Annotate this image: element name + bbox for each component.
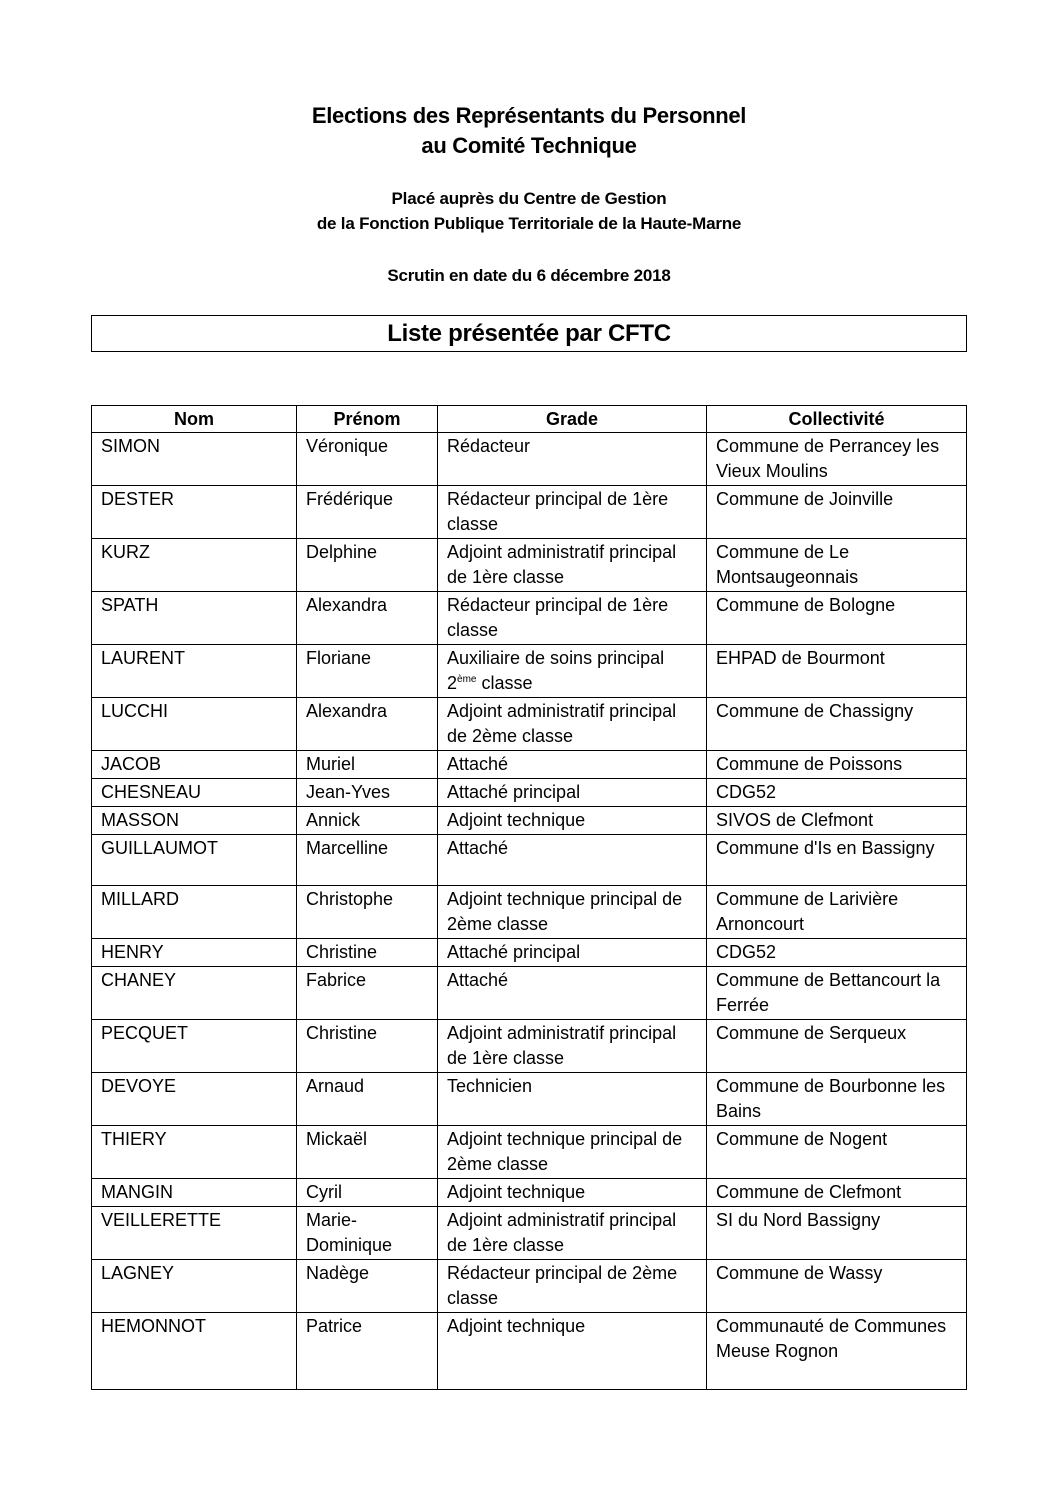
cell-collectivite: Commune d'Is en Bassigny — [707, 835, 967, 886]
title-line-2: au Comité Technique — [421, 133, 637, 158]
table-row — [92, 835, 967, 886]
cell-nom: DESTER — [92, 486, 297, 539]
table-row — [92, 886, 967, 939]
cell-grade: Adjoint technique principal de 2ème classe — [438, 886, 707, 939]
cell-nom: MANGIN — [92, 1179, 297, 1207]
cell-prenom: Patrice — [297, 1313, 438, 1390]
table-header-row — [92, 406, 967, 433]
table-row — [92, 1313, 967, 1390]
table-row — [92, 807, 967, 835]
cell-nom: THIERY — [92, 1126, 297, 1179]
cell-grade: Adjoint technique — [438, 1313, 707, 1390]
cell-collectivite: Commune de Bologne — [707, 592, 967, 645]
cell-grade: Adjoint administratif principal de 2ème classe — [438, 698, 707, 751]
cell-prenom: Arnaud — [297, 1073, 438, 1126]
subtitle-line-1: Placé auprès du Centre de Gestion — [391, 189, 667, 208]
cell-collectivite: Commune de Larivière Arnoncourt — [707, 886, 967, 939]
cell-grade: Attaché — [438, 835, 707, 886]
cell-nom: PECQUET — [92, 1020, 297, 1073]
cell-grade: Adjoint administratif principal de 1ère classe — [438, 539, 707, 592]
table-row — [92, 1207, 967, 1260]
election-date: Scrutin en date du 6 décembre 2018 — [387, 266, 671, 285]
cell-nom: SIMON — [92, 433, 297, 486]
table-row — [92, 939, 967, 967]
cell-grade: Adjoint technique — [438, 1179, 707, 1207]
cell-prenom: Delphine — [297, 539, 438, 592]
table-row — [92, 486, 967, 539]
table-row — [92, 592, 967, 645]
cell-nom: LAURENT — [92, 645, 297, 698]
cell-collectivite: Commune de Joinville — [707, 486, 967, 539]
cell-grade: Attaché — [438, 751, 707, 779]
cell-collectivite: Commune de Poissons — [707, 751, 967, 779]
table-row — [92, 1260, 967, 1313]
cell-collectivite: EHPAD de Bourmont — [707, 645, 967, 698]
cell-prenom: Mickaël — [297, 1126, 438, 1179]
table-row — [92, 1073, 967, 1126]
column-header-prenom: Prénom — [297, 406, 438, 433]
table-row — [92, 1179, 967, 1207]
cell-prenom: Cyril — [297, 1179, 438, 1207]
cell-grade: Adjoint administratif principal de 1ère classe — [438, 1207, 707, 1260]
cell-grade: Technicien — [438, 1073, 707, 1126]
cell-grade: Adjoint administratif principal de 1ère classe — [438, 1020, 707, 1073]
cell-grade: Rédacteur — [438, 433, 707, 486]
table-row — [92, 698, 967, 751]
title-line-1: Elections des Représentants du Personnel — [311, 103, 747, 128]
cell-prenom: Marcelline — [297, 835, 438, 886]
cell-prenom: Christine — [297, 939, 438, 967]
cell-collectivite: Commune de Le Montsaugeonnais — [707, 539, 967, 592]
table-row — [92, 645, 967, 698]
subtitle-line-2: de la Fonction Publique Territoriale de la Haute-Marne — [316, 214, 742, 233]
cell-grade: Attaché — [438, 967, 707, 1020]
cell-collectivite: Commune de Wassy — [707, 1260, 967, 1313]
cell-prenom: Muriel — [297, 751, 438, 779]
cell-prenom: Christophe — [297, 886, 438, 939]
cell-nom: MILLARD — [92, 886, 297, 939]
ordinal-superscript: ème — [457, 674, 477, 685]
cell-prenom: Annick — [297, 807, 438, 835]
cell-prenom: Fabrice — [297, 967, 438, 1020]
cell-collectivite: Commune de Serqueux — [707, 1020, 967, 1073]
cell-nom: HEMONNOT — [92, 1313, 297, 1390]
table-row — [92, 967, 967, 1020]
cell-nom: CHANEY — [92, 967, 297, 1020]
cell-prenom: Alexandra — [297, 592, 438, 645]
cell-grade: Adjoint technique — [438, 807, 707, 835]
column-header-collectivite: Collectivité — [707, 406, 967, 433]
cell-nom: SPATH — [92, 592, 297, 645]
cell-nom: CHESNEAU — [92, 779, 297, 807]
cell-nom: KURZ — [92, 539, 297, 592]
cell-prenom: Frédérique — [297, 486, 438, 539]
cell-collectivite: SIVOS de Clefmont — [707, 807, 967, 835]
cell-prenom: Christine — [297, 1020, 438, 1073]
cell-prenom: Jean-Yves — [297, 779, 438, 807]
cell-nom: DEVOYE — [92, 1073, 297, 1126]
cell-nom: LAGNEY — [92, 1260, 297, 1313]
cell-collectivite: SI du Nord Bassigny — [707, 1207, 967, 1260]
column-header-grade: Grade — [438, 406, 707, 433]
table-row — [92, 433, 967, 486]
cell-prenom: Floriane — [297, 645, 438, 698]
cell-grade: Attaché principal — [438, 939, 707, 967]
cell-nom: GUILLAUMOT — [92, 835, 297, 886]
cell-collectivite: Commune de Bourbonne les Bains — [707, 1073, 967, 1126]
table-row — [92, 1020, 967, 1073]
cell-prenom: Nadège — [297, 1260, 438, 1313]
cell-nom: JACOB — [92, 751, 297, 779]
cell-collectivite: CDG52 — [707, 779, 967, 807]
cell-nom: HENRY — [92, 939, 297, 967]
cell-collectivite: Commune de Perrancey les Vieux Moulins — [707, 433, 967, 486]
cell-nom: VEILLERETTE — [92, 1207, 297, 1260]
cell-grade: Auxiliaire de soins principal 2ème classe — [438, 645, 707, 698]
cell-grade: Rédacteur principal de 1ère classe — [438, 486, 707, 539]
table-row — [92, 539, 967, 592]
cell-prenom: Véronique — [297, 433, 438, 486]
candidates-table — [91, 405, 967, 1390]
cell-grade: Attaché principal — [438, 779, 707, 807]
table-row — [92, 751, 967, 779]
cell-nom: LUCCHI — [92, 698, 297, 751]
table-row — [92, 1126, 967, 1179]
cell-prenom: Marie-Dominique — [297, 1207, 438, 1260]
cell-grade: Rédacteur principal de 1ère classe — [438, 592, 707, 645]
cell-nom: MASSON — [92, 807, 297, 835]
cell-collectivite: CDG52 — [707, 939, 967, 967]
cell-collectivite: Commune de Chassigny — [707, 698, 967, 751]
list-title: Liste présentée par CFTC — [91, 315, 967, 352]
column-header-nom: Nom — [92, 406, 297, 433]
cell-collectivite: Commune de Nogent — [707, 1126, 967, 1179]
cell-collectivite: Communauté de Communes Meuse Rognon — [707, 1313, 967, 1390]
cell-grade: Rédacteur principal de 2ème classe — [438, 1260, 707, 1313]
cell-collectivite: Commune de Clefmont — [707, 1179, 967, 1207]
cell-prenom: Alexandra — [297, 698, 438, 751]
cell-collectivite: Commune de Bettancourt la Ferrée — [707, 967, 967, 1020]
table-row — [92, 779, 967, 807]
cell-grade: Adjoint technique principal de 2ème classe — [438, 1126, 707, 1179]
